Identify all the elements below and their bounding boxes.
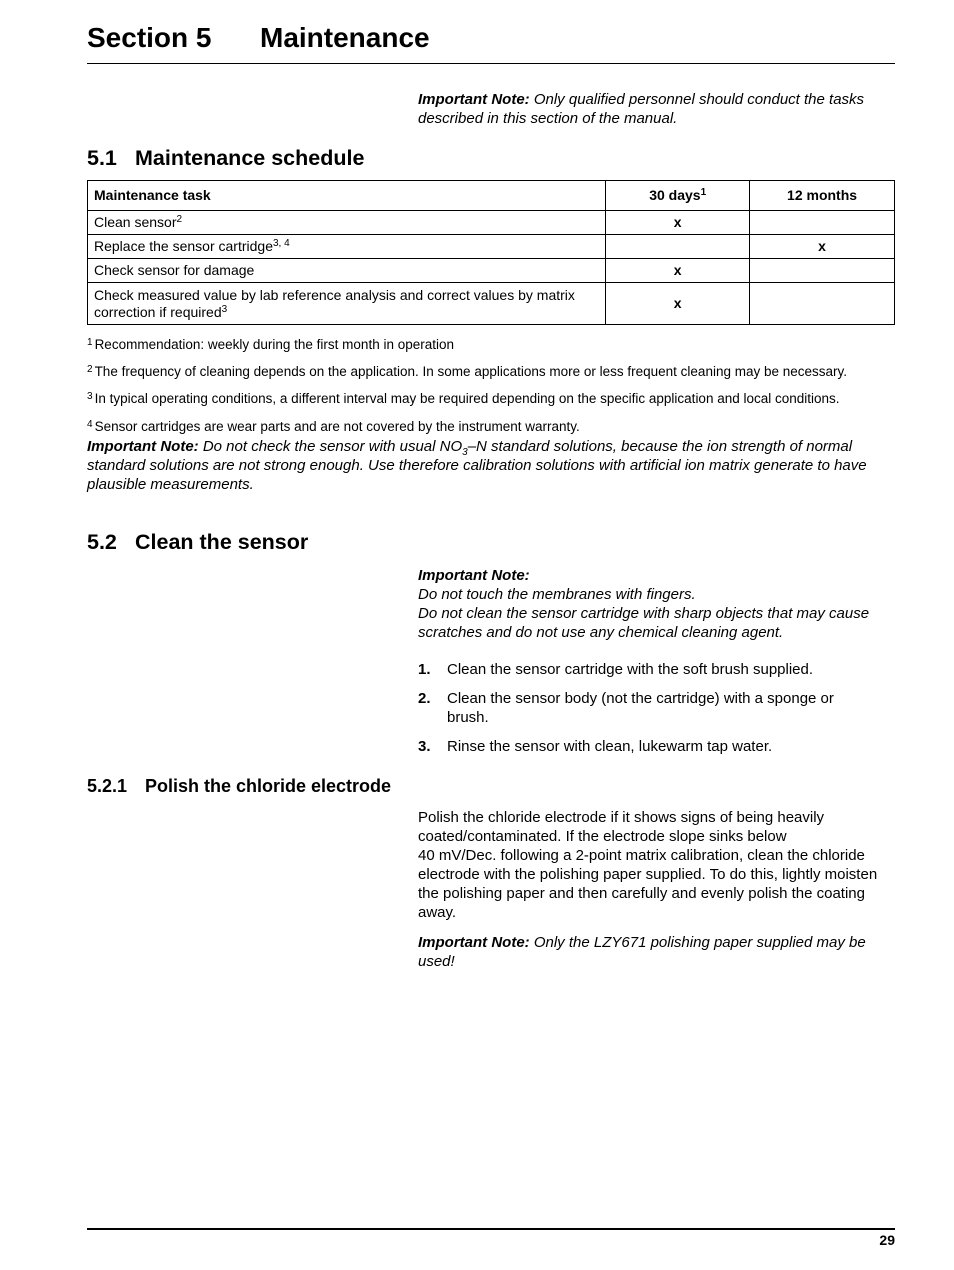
table-row xyxy=(88,259,895,283)
heading-number: 5.1 xyxy=(87,146,117,170)
cell-30-days xyxy=(606,235,750,259)
column-header-30-days: 30 days$^1$ xyxy=(606,181,750,211)
cell-30-days: x xyxy=(606,211,750,235)
table-row xyxy=(88,235,895,259)
cell-12-months xyxy=(750,259,895,283)
step-number: 2. xyxy=(418,690,431,707)
footnote-ref: 2 xyxy=(176,214,183,225)
list-item xyxy=(418,737,895,756)
cell-12-months xyxy=(750,283,895,325)
footnote xyxy=(87,361,847,380)
header-rule xyxy=(87,63,895,64)
heading-text: Polish the chloride electrode xyxy=(145,776,392,796)
footnote-mark: 2 xyxy=(87,364,93,375)
section-number: Section 5 xyxy=(87,22,212,53)
step-text: Rinse the sensor with clean, lukewarm tap water. xyxy=(447,738,773,755)
task-cell: Replace the sensor cartridge$^{3, 4}$ xyxy=(88,235,606,259)
cell-30-days: x xyxy=(606,259,750,283)
note-text: –N standard solutions, because the ion strength of normal standard solutions are not strong enough. Use therefore calibration solutions with artificial ion matrix generate to have plausible measurements. xyxy=(87,438,867,493)
footnote-text: Recommendation: weekly during the first month in operation xyxy=(94,337,454,352)
cell-30-days: x xyxy=(606,283,750,325)
heading-number: 5.2 xyxy=(87,530,117,554)
footnote-text: In typical operating conditions, a different interval may be required depending on the specific application and local conditions. xyxy=(94,391,840,406)
cell-12-months: x xyxy=(750,235,895,259)
heading-maintenance-schedule xyxy=(87,145,364,171)
step-number: 3. xyxy=(418,738,431,755)
footnote-mark: 1 xyxy=(87,337,93,348)
page-number: 29 xyxy=(879,1232,895,1248)
footnote-ref: 3 xyxy=(221,303,228,315)
list-item xyxy=(418,689,895,727)
polishing-paper-important-note xyxy=(418,933,895,971)
note-text: Only the LZY671 polishing paper supplied may be used! xyxy=(418,934,866,970)
footnote-ref: 1 xyxy=(700,187,707,198)
polish-instructions xyxy=(418,808,895,922)
task-cell: Check sensor for damage xyxy=(88,259,606,283)
heading-polish-chloride-electrode xyxy=(87,775,391,797)
heading-text: Clean the sensor xyxy=(135,530,309,554)
note-line: Do not touch the membranes with fingers. xyxy=(418,586,696,603)
task-cell: Clean sensor$^2$ xyxy=(88,211,606,235)
footnote-ref: 3, 4 xyxy=(273,238,290,249)
note-label: Important Note: xyxy=(418,91,530,108)
note-label: Important Note: xyxy=(418,567,530,584)
cleaning-important-note xyxy=(418,566,888,642)
list-item xyxy=(418,660,895,679)
footnote-text: Sensor cartridges are wear parts and are not covered by the instrument warranty. xyxy=(94,419,580,434)
heading-clean-the-sensor xyxy=(87,529,308,555)
cell-12-months xyxy=(750,211,895,235)
table-header-row xyxy=(88,181,895,211)
footnote xyxy=(87,416,580,435)
step-text: Clean the sensor cartridge with the soft brush supplied. xyxy=(447,661,814,678)
cleaning-steps xyxy=(418,660,895,756)
heading-text: Maintenance schedule xyxy=(135,146,365,170)
note-label: Important Note: xyxy=(87,438,199,455)
column-header-12-months: 12 months xyxy=(750,181,895,211)
column-header-task: Maintenance task xyxy=(88,181,606,211)
footnote-text: The frequency of cleaning depends on the application. In some applications more or less frequent cleaning may be necessary. xyxy=(94,364,848,379)
heading-number: 5.2.1 xyxy=(87,776,128,796)
section-title: Maintenance xyxy=(260,22,430,53)
task-cell: Check measured value by lab reference analysis and correct values by matrix correction if required$^3$ xyxy=(88,283,606,325)
footnote xyxy=(87,334,454,353)
table-row xyxy=(88,211,895,235)
step-number: 1. xyxy=(418,661,431,678)
note-line: Do not clean the sensor cartridge with sharp objects that may cause scratches and do not use any chemical cleaning agent. xyxy=(418,605,870,641)
footnote-mark: 3 xyxy=(87,391,93,402)
paragraph-line: 40 mV/Dec. following a 2-point matrix calibration, clean the chloride electrode with the polishing paper supplied. To do this, lightly moisten the polishing paper and then carefully and evenly polish the coating away. xyxy=(418,847,878,921)
note-label: Important Note: xyxy=(418,934,530,951)
paragraph-line: Polish the chloride electrode if it shows signs of being heavily coated/contaminated. If the electrode slope sinks below xyxy=(418,809,825,845)
note-text: Only qualified personnel should conduct the tasks described in this section of the manual. xyxy=(418,91,865,127)
footer-rule xyxy=(87,1228,895,1230)
note-text: Do not check the sensor with usual NO xyxy=(198,438,463,455)
table-row xyxy=(88,283,895,325)
intro-important-note xyxy=(418,90,895,128)
calibration-important-note xyxy=(87,437,895,494)
step-text: Clean the sensor body (not the cartridge) with a sponge or brush. xyxy=(447,690,834,726)
footnote-mark: 4 xyxy=(87,419,93,430)
maintenance-schedule-table xyxy=(87,180,895,325)
footnote xyxy=(87,388,840,407)
subscript: 3 xyxy=(462,447,468,458)
page-title xyxy=(87,18,430,58)
